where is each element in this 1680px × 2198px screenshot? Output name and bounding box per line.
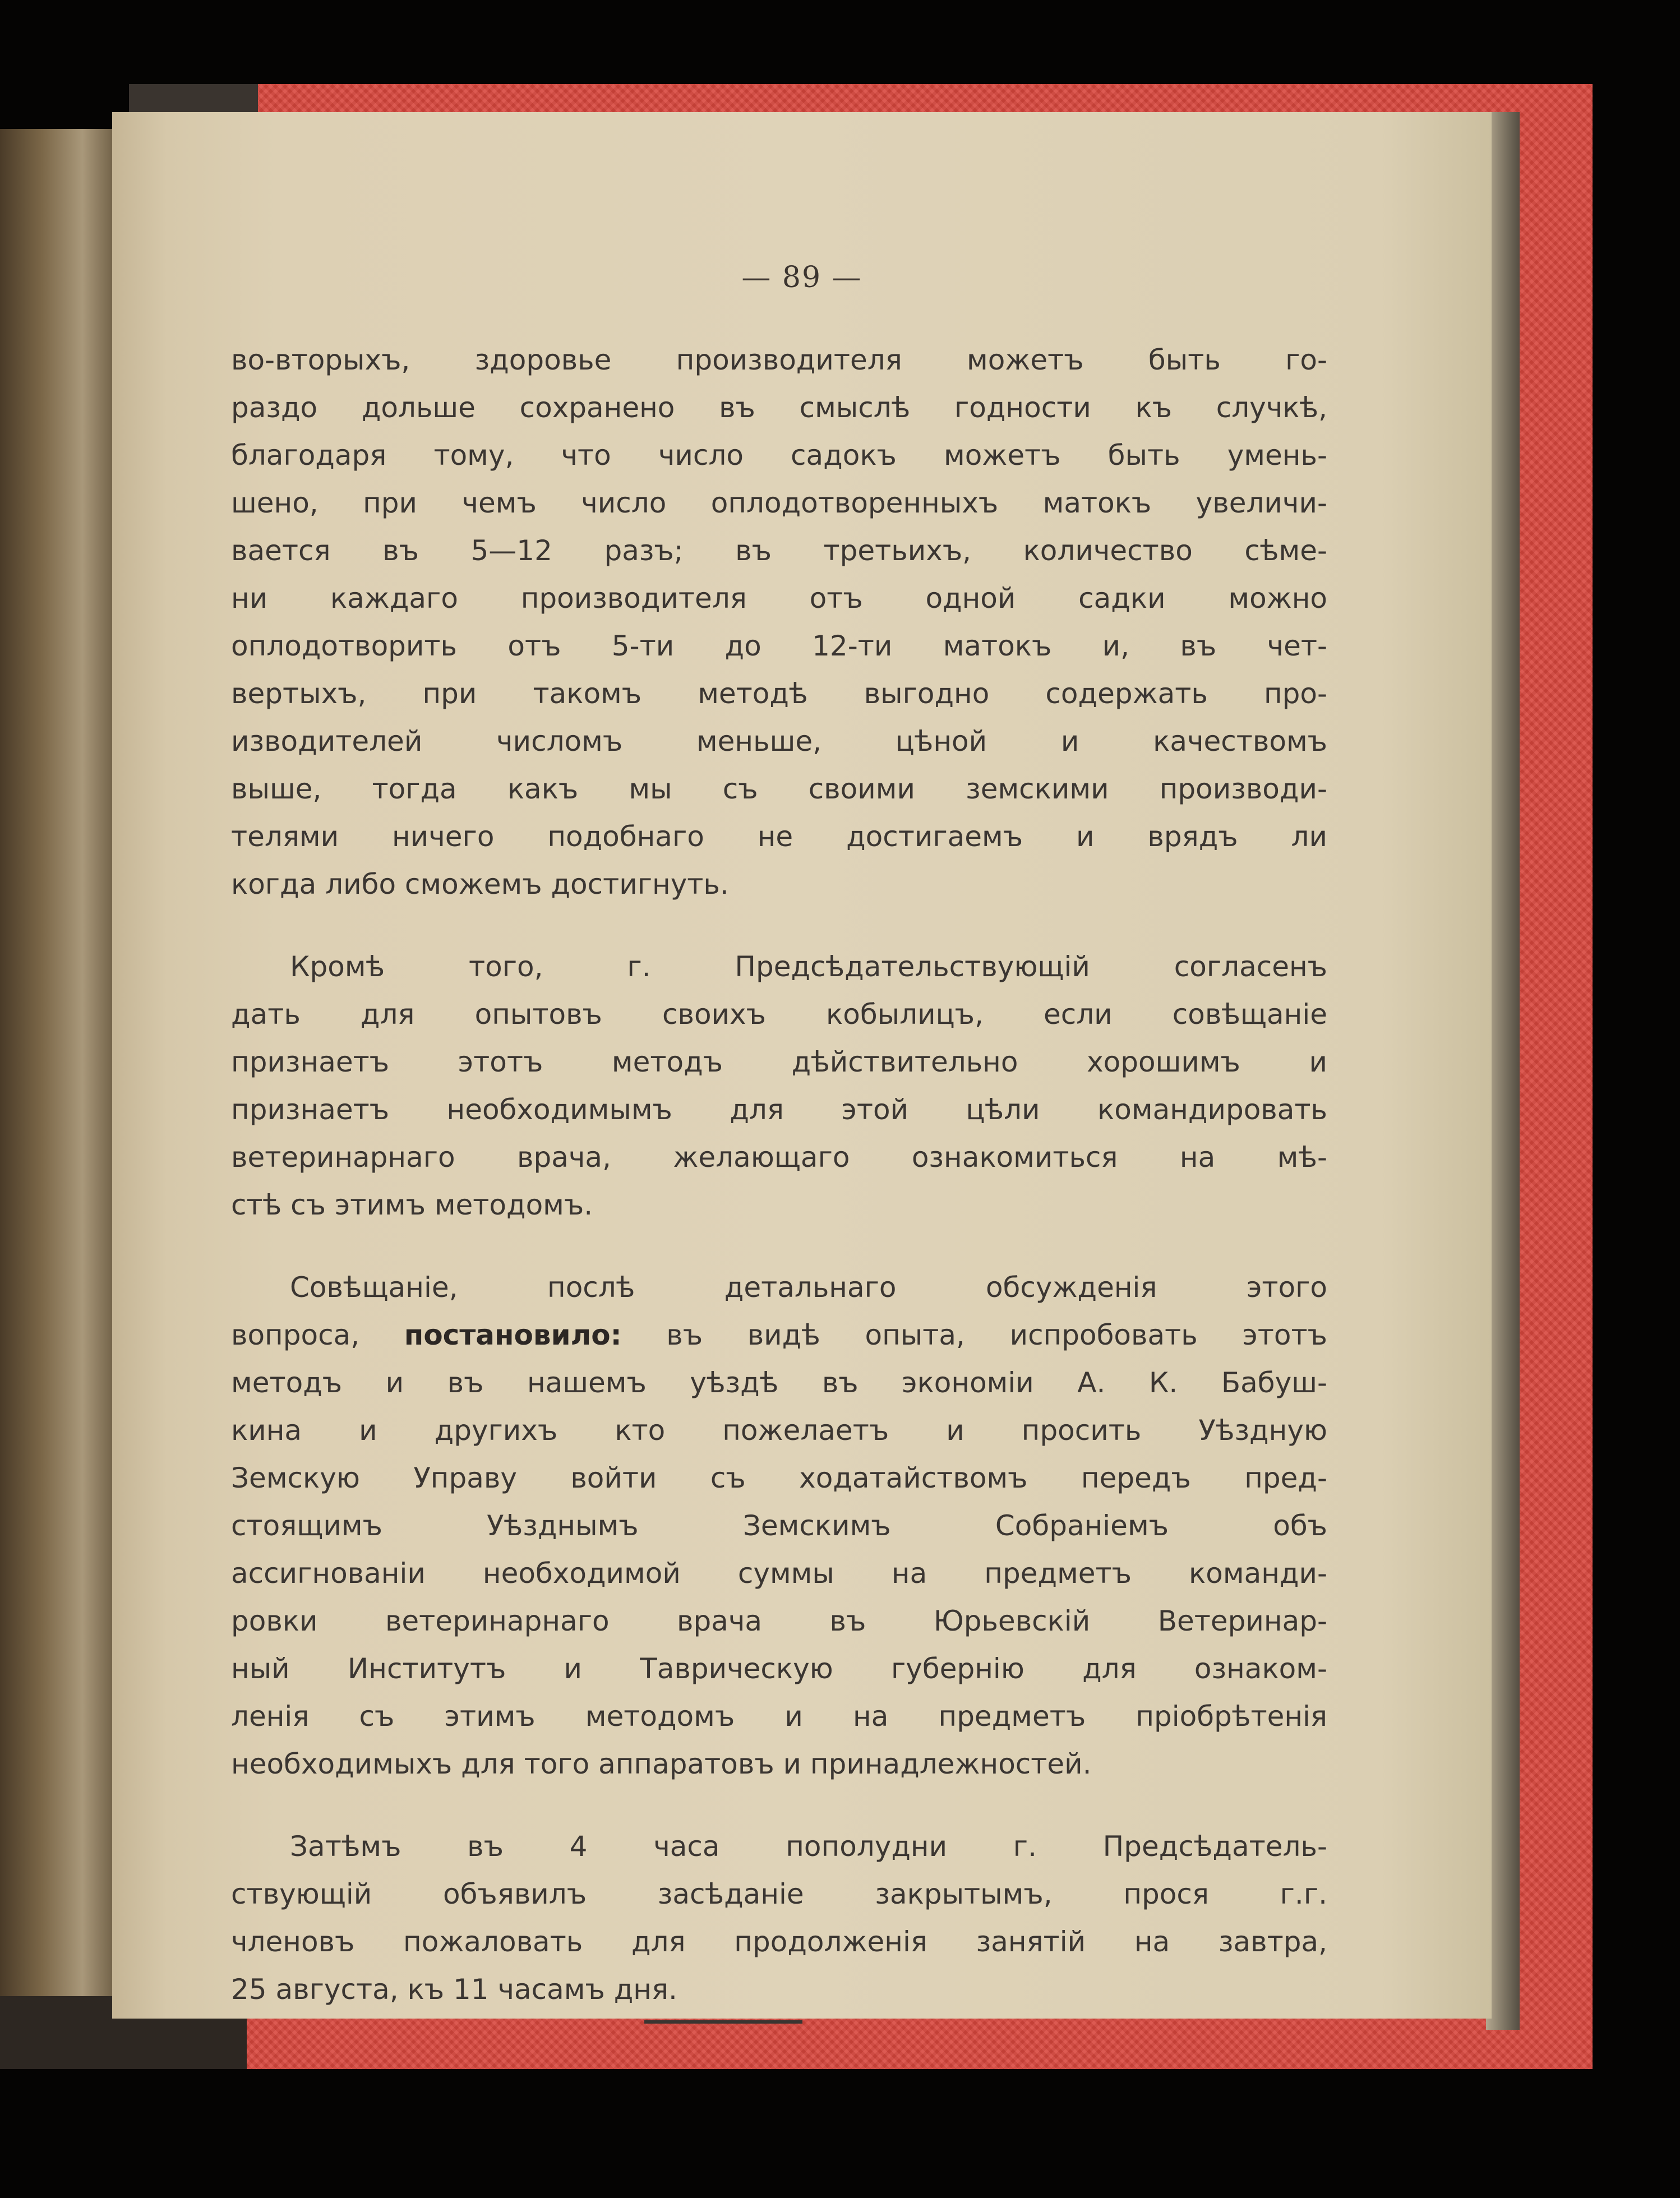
text-line: Совѣщаніе, послѣ детальнаго обсужденія этого [290, 1271, 1327, 1304]
text-line: Кромѣ того, г. Предсѣдательствующій согласенъ [290, 950, 1327, 983]
text-line: ствующій объявилъ засѣданіе закрытымъ, прося г.г. [231, 1878, 1327, 1910]
text-line: вается въ 5—12 разъ; въ третьихъ, количество сѣме- [231, 534, 1327, 567]
text-line: ветеринарнаго врача, желающаго ознакомиться на мѣ- [231, 1141, 1327, 1174]
text-line: выше, тогда какъ мы съ своими земскими производи- [231, 773, 1327, 805]
text-fragment: въ видѣ опыта, испробовать этотъ [666, 1319, 1327, 1351]
text-fragment: вопроса, [231, 1319, 360, 1351]
text-line: признаетъ этотъ методъ дѣйствительно хорошимъ и [231, 1046, 1327, 1078]
text-line: 25 августа, къ 11 часамъ дня. [231, 1973, 677, 2006]
paragraph-1 [231, 336, 1327, 908]
text-line: изводителей числомъ меньше, цѣной и качествомъ [231, 725, 1327, 758]
book-spine [0, 129, 118, 2047]
page-number: — 89 — [741, 261, 862, 294]
text-line: когда либо сможемъ достигнуть. [231, 868, 729, 901]
paragraph-2 [231, 943, 1327, 1229]
text-line: стоящимъ Уѣзднымъ Земскимъ Собраніемъ объ [231, 1509, 1327, 1542]
text-line: признаетъ необходимымъ для этой цѣли командировать [231, 1093, 1327, 1126]
text-line-with-bold [231, 1312, 1327, 1359]
text-line: кина и другихъ кто пожелаетъ и просить Уѣздную [231, 1414, 1327, 1447]
text-line: Затѣмъ въ 4 часа пополудни г. Предсѣдатель- [290, 1830, 1327, 1863]
text-line: телями ничего подобнаго не достигаемъ и врядъ ли [231, 820, 1327, 853]
text-line: во-вторыхъ, здоровье производителя можетъ быть го- [231, 344, 1327, 376]
text-line: ассигнованіи необходимой суммы на предметъ команди- [231, 1557, 1327, 1590]
text-line: благодаря тому, что число садокъ можетъ быть умень- [231, 439, 1327, 472]
paragraph-3 [231, 1264, 1327, 1788]
paragraph-4 [231, 1823, 1327, 2014]
text-line: ровки ветеринарнаго врача въ Юрьевскій Ветеринар- [231, 1605, 1327, 1637]
text-line: ни каждаго производителя отъ одной садки можно [231, 582, 1327, 615]
text-line: Земскую Управу войти съ ходатайствомъ передъ пред- [231, 1462, 1327, 1494]
text-line: шено, при чемъ число оплодотворенныхъ матокъ увеличи- [231, 487, 1327, 519]
book-page [112, 112, 1492, 2019]
text-line: дать для опытовъ своихъ кобылицъ, если совѣщаніе [231, 998, 1327, 1031]
end-rule [644, 2020, 802, 2024]
text-line: раздо дольше сохранено въ смыслѣ годности къ случкѣ, [231, 391, 1327, 424]
text-line: необходимыхъ для того аппаратовъ и принадлежностей. [231, 1748, 1092, 1780]
page-text [231, 336, 1327, 2048]
resolution-keyword: постановило: [404, 1319, 622, 1351]
text-line: вертыхъ, при такомъ методѣ выгодно содержать про- [231, 677, 1327, 710]
text-line: оплодотворить отъ 5-ти до 12-ти матокъ и, въ чет- [231, 630, 1327, 662]
text-line: стѣ съ этимъ методомъ. [231, 1189, 593, 1221]
text-line: членовъ пожаловать для продолженія занятій на завтра, [231, 1925, 1327, 1958]
text-line: ленія съ этимъ методомъ и на предметъ пріобрѣтенія [231, 1700, 1327, 1733]
text-line: ный Институтъ и Таврическую губернію для ознаком- [231, 1652, 1327, 1685]
text-line: методъ и въ нашемъ уѣздѣ въ экономіи А. К. Бабуш- [231, 1366, 1327, 1399]
